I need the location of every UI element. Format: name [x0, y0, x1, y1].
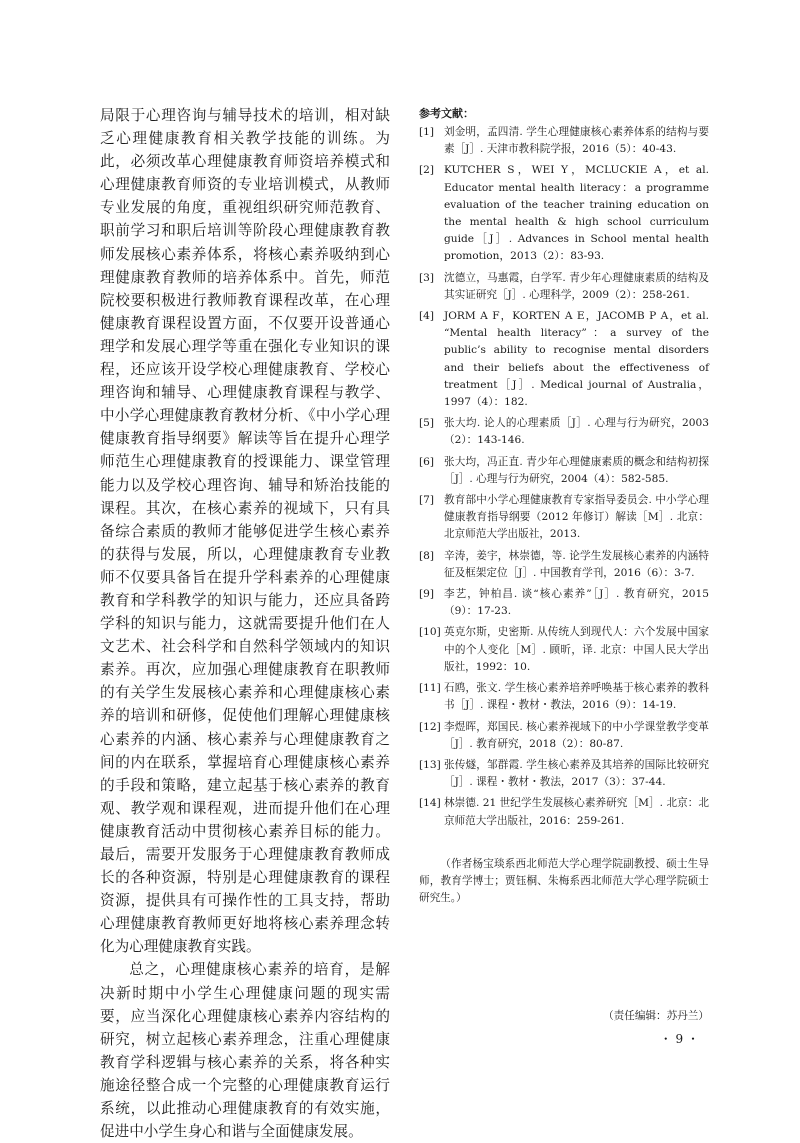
reference-text: 李艺，钟柏昌. 谈“核心素养”［J］. 教育研究，2015（9）：17-23. — [444, 588, 709, 618]
body-paragraph-1: 局限于心理咨询与辅导技术的培训，相对缺乏心理健康教育相关教学技能的训练。为此，必须改革心理健康教育师资培养模式和心理健康教育师资的专业培训模式，从教师专业发展的角度，重视组织研究师范教育、职前学习和职后培训等阶段心理健康教育教师发展核心素养体系，将核心素养吸纳到心理健康教育教师的培养体系中。首先，师范院校要积极进行教师教育课程改革，在心理健康教育课程设置方面，不仅要开设普通心理学和发展心理学等重在强化专业知识的课程，还应该开设学校心理健康教育、学校心理咨询和辅导、心理健康教育课程与教学、中小学心理健康教育教材分析、《中小学心理健康教育指导纲要》解读等旨在提升心理学师范生心理健康教育的授课能力、课堂管理能力以及学校心理咨询、辅导和矫治技能的课程。其次，在核心素养的视域下，只有具备综合素质的教师才能够促进学生核心素养的获得与发展，所以，心理健康教育专业教师不仅要具备旨在提升学科素养的心理健康教育和学科教学的知识与能力，还应具备跨学科的知识与能力，这就需要提升他们在人文艺术、社会科学和自然科学领域内的知识素养。再次，应加强心理健康教育在职教师的有关学生发展核心素养和心理健康核心素养的培训和研修，促使他们理解心理健康核心素养的内涵、核心素养与心理健康教育之间的内在联系，掌握培育心理健康核心素养的手段和策略，建立起基于核心素养的教育观、教学观和课程观，进而提升他们在心理健康教育活动中贯彻核心素养目标的能力。最后，需要开发服务于心理健康教育教师成长的各种资源，特别是心理健康教育的课程资源，提供具有可操作性的工具支持，帮助心理健康教育教师更好地将核心素养理念转化为心理健康教育实践。 — [100, 107, 390, 956]
reference-number: [1] — [419, 126, 435, 138]
reference-text: 辛涛，姜宇，林崇德，等. 论学生发展核心素养的内涵特征及框架定位［J］. 中国教育学刊，2016（6）：3-7. — [444, 549, 709, 579]
reference-number: [12] — [419, 720, 441, 733]
reference-text: 张大均. 论人的心理素质［J］. 心理与行为研究，2003（2）：143-146. — [444, 417, 709, 447]
reference-number: [2] — [419, 164, 435, 177]
reference-number: [5] — [419, 417, 435, 430]
responsible-editor: （责任编辑：苏丹兰） — [603, 1010, 709, 1022]
reference-text: 林崇德. 21 世纪学生发展核心素养研究［M］. 北京：北京师范大学出版社，2016：259-261. — [444, 797, 709, 827]
reference-text: 刘金明，孟四清. 学生心理健康核心素养体系的结构与要素［J］. 天津市教科院学报，2016（5）：40-43. — [444, 126, 709, 156]
reference-text: JORM A F，KORTEN A E，JACOMB P A，et al. “Mental health literacy”：a survey of the public’s ability to recognise mental disorders and their beliefs about the effectiveness of treatment［J］. Medical journal of Australia，1997（4）：182. — [444, 310, 709, 409]
reference-number: [11] — [419, 682, 441, 695]
reference-text: 英克尔斯，史密斯. 从传统人到现代人：六个发展中国家中的个人变化［M］. 顾昕，译. 北京：中国人民大学出版社，1992：10. — [444, 626, 709, 673]
reference-text: KUTCHER S，WEI Y，MCLUCKIE A，et al. Educator mental health literacy：a programme evaluation of the teacher training education on the mental health & high school curriculum guide［J］. Advances in School mental health promotion，2013（2）：83-93. — [444, 164, 709, 263]
author-note: （作者杨宝琰系西北师范大学心理学院副教授、硕士生导师，教育学博士；贾钰桐、朱梅系西北师范大学心理学院硕士研究生。） — [419, 857, 709, 905]
references-section — [419, 106, 709, 907]
reference-item — [419, 415, 709, 449]
reference-item — [419, 624, 709, 676]
reference-text: 张大均，冯正直. 青少年心理健康素质的概念和结构初探［J］. 心理与行为研究，2004（4）：582-585. — [444, 455, 709, 485]
page-number: ・ 9 ・ — [659, 1032, 699, 1046]
reference-number: [14] — [419, 797, 441, 810]
reference-item — [419, 680, 709, 714]
reference-number: [10] — [419, 626, 441, 639]
reference-text: 石鸥，张文. 学生核心素养培养呼唤基于核心素养的教科书［J］. 课程・教材・教法，2016（9）：14-19. — [444, 682, 709, 712]
reference-item — [419, 162, 709, 265]
reference-item — [419, 270, 709, 304]
reference-item — [419, 757, 709, 791]
reference-item — [419, 795, 709, 829]
reference-number: [4] — [419, 310, 435, 323]
body-paragraph-2: 总之，心理健康核心素养的培育，是解决新时期中小学生心理健康问题的现实需要，应当深化心理健康核心素养内容结构的研究，树立起核心素养理念，注重心理健康教育学科逻辑与核心素养的关系，将各种实施途径整合成一个完整的心理健康教育运行系统，以此推动心理健康教育的有效实施，促进中小学生身心和谐与全面健康发展。 — [100, 961, 390, 1141]
body-text — [100, 104, 390, 1143]
reference-item — [419, 124, 709, 158]
reference-list — [419, 124, 709, 830]
reference-number: [13] — [419, 758, 441, 771]
reference-number: [3] — [419, 271, 435, 284]
reference-item — [419, 454, 709, 488]
reference-item — [419, 492, 709, 544]
reference-item — [419, 548, 709, 582]
reference-number: [7] — [419, 494, 435, 507]
reference-item — [419, 308, 709, 411]
references-heading: 参考文献： — [419, 107, 474, 120]
reference-item — [419, 719, 709, 753]
reference-item — [419, 586, 709, 620]
reference-text: 沈德立，马惠霞，白学军. 青少年心理健康素质的结构及其实证研究［J］. 心理科学，2009（2）：258-261. — [444, 271, 709, 301]
reference-number: [8] — [419, 549, 435, 562]
reference-number: [6] — [419, 455, 435, 468]
reference-number: [9] — [419, 588, 435, 601]
reference-text: 李煜晖，郑国民. 核心素养视域下的中小学课堂教学变革［J］. 教育研究，2018（2）：80-87. — [444, 720, 709, 750]
reference-text: 张传燧，邹群霞. 学生核心素养及其培养的国际比较研究［J］. 课程・教材・教法，2017（3）：37-44. — [444, 758, 709, 789]
reference-text: 教育部中小学心理健康教育专家指导委员会. 中小学心理健康教育指导纲要（2012 年修订）解读［M］. 北京：北京师范大学出版社，2013. — [444, 494, 709, 541]
